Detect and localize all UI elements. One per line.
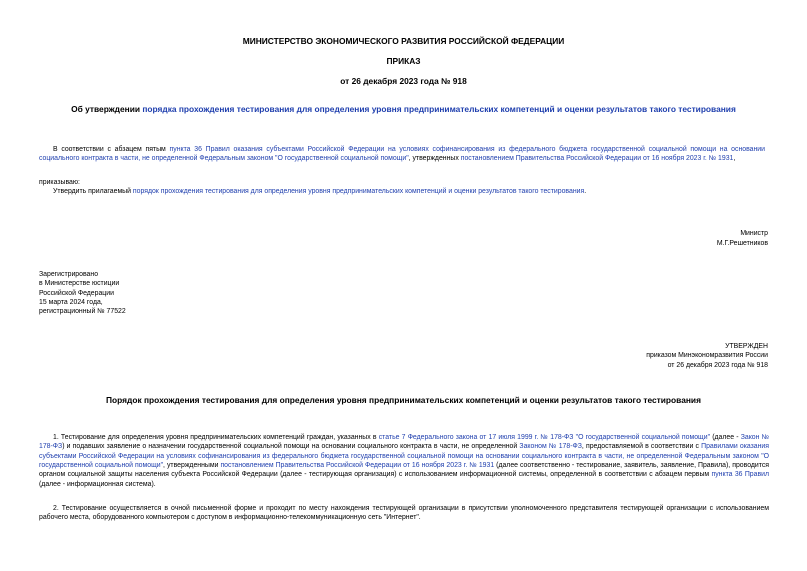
doc-title: [0, 104, 807, 114]
p1-link-point-36[interactable]: пункта 36 Правил: [711, 471, 769, 479]
doc-type-heading: ПРИКАЗ: [386, 56, 421, 66]
signature-position: Министр: [740, 230, 768, 237]
registration-line-4: 15 марта 2024 года,: [39, 298, 103, 306]
p1-text-3: ) и подавших заявление о назначении государственной социальной помощи на основании социального контракта в части, не определенной: [62, 443, 520, 451]
registration-line-5: регистрационный № 77522: [39, 308, 126, 316]
order-word: приказываю:: [39, 179, 80, 186]
p1-text-5: , утвержденными: [163, 461, 221, 469]
p1-link-article-7[interactable]: статье 7 Федерального закона от 17 июля 1999 г. № 178-ФЗ "О государственной социальной помощи": [378, 434, 711, 441]
registration-block: [39, 270, 239, 317]
registration-line-3: Российской Федерации: [39, 289, 114, 297]
approve-text-2: .: [584, 188, 587, 195]
approve-text-1: Утвердить прилагаемый: [53, 188, 133, 195]
p1-text-6: (далее соответственно - тестирование, заявитель, заявление, Правила), проводится органом социальной защиты населения субъекта Российской Федерации (далее - тестирующая организация) с использованием информационной системы, определенной в соответствии с абзацем первым: [39, 461, 769, 479]
p1-text-2: (далее -: [710, 434, 741, 441]
approved-block: [500, 342, 768, 370]
p1-link-rules[interactable]: Правилами оказания субъектами Российской Федерации на условиях софинансирования из федерального бюджета государственной социальной помощи на основании социального контракта в части, не определенной Федеральным законом "О государственной социальной помощи": [39, 443, 769, 469]
p1-link-law-178-2[interactable]: Законом № 178-ФЗ: [519, 443, 582, 451]
approved-line-3: от 26 декабря 2023 года № 918: [667, 361, 768, 369]
approve-paragraph: [53, 187, 773, 196]
approve-link-procedure[interactable]: порядок прохождения тестирования для определения уровня предпринимательских компетенций и оценки результатов такого тестирования: [132, 188, 585, 195]
p1-link-law-178[interactable]: Закон № 178-ФЗ: [39, 434, 770, 451]
preamble-paragraph: [39, 145, 765, 164]
preamble-text-1: В соответствии с абзацем пятым: [53, 146, 170, 153]
p1-text-4: , предоставляемой в соответствии с: [581, 443, 702, 451]
doc-title-prefix: Об утверждении: [71, 104, 143, 114]
signature-name: М.Г.Решетников: [716, 240, 768, 247]
approved-line-1: УТВЕРЖДЕН: [725, 343, 768, 350]
doc-date-heading: от 26 декабря 2023 года № 918: [340, 76, 467, 86]
preamble-text-2: , утвержденных: [408, 155, 461, 163]
registration-line-2: в Министерстве юстиции: [39, 280, 120, 288]
preamble-link-resolution[interactable]: постановлением Правительства Российской Федерации от 16 ноября 2023 г. № 1931: [460, 155, 734, 163]
p1-text-7: (далее - информационная система).: [39, 480, 156, 488]
ministry-heading: МИНИСТЕРСТВО ЭКОНОМИЧЕСКОГО РАЗВИТИЯ РОССИЙСКОЙ ФЕДЕРАЦИИ: [242, 36, 565, 46]
p1-link-resolution[interactable]: постановлением Правительства Российской Федерации от 16 ноября 2023 г. № 1931: [220, 461, 495, 469]
paragraph-1: [39, 433, 769, 489]
doc-title-link[interactable]: порядка прохождения тестирования для определения уровня предпринимательских компетенций и оценки результатов такого тестирования: [142, 104, 736, 114]
approved-line-2: приказом Минэкономразвития России: [646, 352, 768, 360]
registration-line-1: Зарегистрировано: [39, 271, 99, 278]
preamble-text-3: ,: [733, 155, 736, 163]
procedure-title: Порядок прохождения тестирования для определения уровня предпринимательских компетенций и оценки результатов такого тестирования: [106, 395, 701, 405]
paragraph-2: 2. Тестирование осуществляется в очной письменной форме и проходит по месту нахождения тестирующей организации в присутствии уполномоченного представителя тестирующей организации с использованием рабочего места, оборудованного компьютером с доступом в информационно-телекоммуникационную сеть "Интернет".: [39, 505, 769, 522]
p1-text-1: 1. Тестирование для определения уровня предпринимательских компетенций граждан, указанных в: [53, 434, 379, 441]
preamble-link-rules[interactable]: пункта 36 Правил оказания субъектами Российской Федерации на условиях софинансирования из федерального бюджета государственной социальной помощи на основании социального контракта в части, не определенной Федеральным законом "О государственной социальной помощи": [39, 146, 765, 163]
